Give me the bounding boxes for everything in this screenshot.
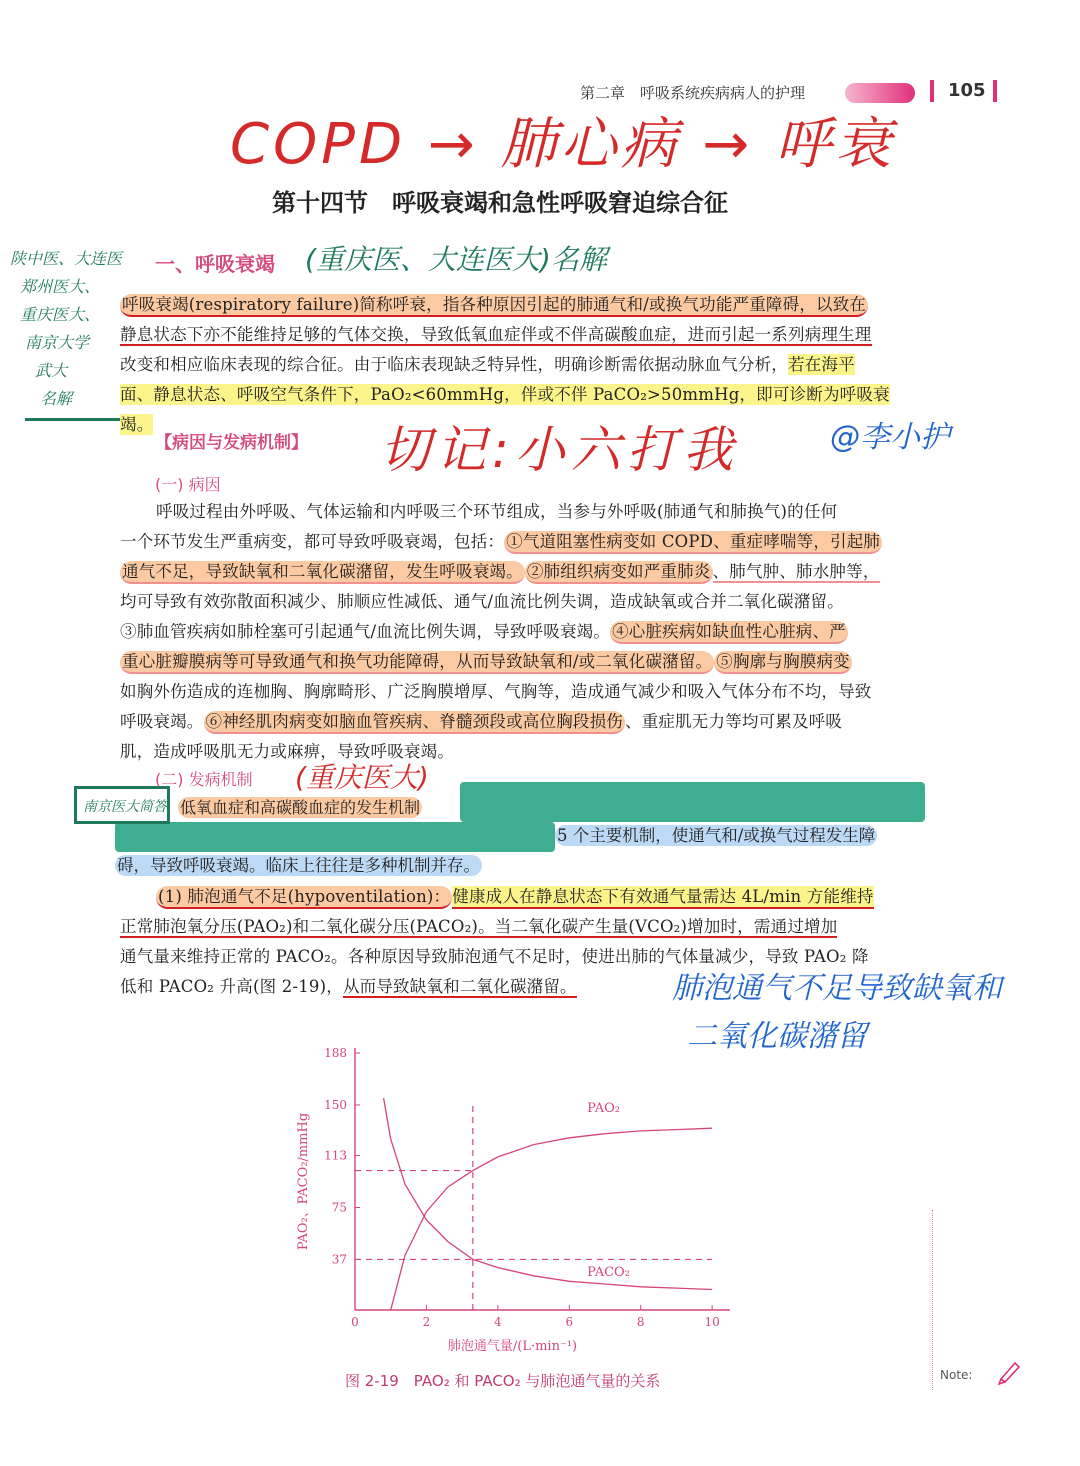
x-tick-label: 0 (351, 1315, 359, 1329)
mechanism-teal-cover-2 (115, 822, 555, 852)
definition-line-4: 面、静息状态、呼吸空气条件下，PaO₂<60mmHg，伴或不伴 PaCO₂>50mmHg，即可诊断为呼吸衰竭。 (120, 385, 890, 434)
memorize-note: 切记:小六打我 (380, 421, 739, 479)
school-2: 郑州医大、 (20, 277, 101, 296)
causes-line-5a: ③肺血管疾病如肺栓塞可引起通气/血流比例失调，导致呼吸衰竭。 (120, 622, 611, 641)
figure-chart (280, 1035, 750, 1365)
causes-line-8b: ⑥神经肌肉病变如脑血管疾病、脊髓颈段或高位胸段损伤 (204, 711, 626, 734)
header-divider-left (930, 80, 934, 102)
alveolar-line-1a: (1) 肺泡通气不足(hypoventilation)： (156, 886, 452, 909)
x-tick-label: 10 (704, 1315, 720, 1329)
alveolar-line-2: 正常肺泡氧分压(PAO₂)和二氧化碳分压(PACO₂)。当二氧化碳产生量(VCO₂)增加时，需通过增加 (120, 917, 838, 936)
causes-line-3c: 、肺气肿、肺水肿等， (712, 562, 880, 581)
cause-subheading: (一) 病因 (155, 475, 221, 494)
x-tick-label: 6 (565, 1315, 574, 1329)
causes-line-4: 均可导致有效弥散面积减少、肺顺应性减低、通气/血流比例失调，造成缺氧或合并二氧化碳潴留。 (120, 592, 844, 611)
mechanism-text-3: 碍，导致呼吸衰竭。临床上往往是多种机制并存。 (117, 856, 480, 875)
alveolar-line-4a: 低和 PACO₂ 升高(图 2-19)， (120, 977, 343, 996)
annotation-paco2: PACO₂ (587, 1264, 630, 1280)
causes-line-7: 如胸外伤造成的连枷胸、胸廓畸形、广泛胸膜增厚、气胸等，造成通气减少和吸入气体分布不均，导致 (120, 682, 872, 701)
handwritten-title: COPD → 肺心病 → 呼衰 (230, 112, 896, 177)
cause-heading: 【病因与发病机制】 (155, 433, 308, 453)
y-tick-label: 150 (324, 1097, 347, 1112)
series-line-pao2 (391, 1128, 712, 1310)
x-axis-label: 肺泡通气量/(L·min⁻¹) (447, 1339, 578, 1354)
definition-line-3b: 若在海平 (788, 355, 855, 374)
author-note: @李小护 (830, 420, 950, 455)
mechanism-line-2 (555, 822, 877, 846)
definition-line-3a: 改变和相应临床表现的综合征。由于临床表现缺乏特异性，明确诊断需依据动脉血气分析， (120, 355, 788, 374)
causes-line-2b: ①气道阻塞性病变如 COPD、重症哮喘等，引起肺 (504, 531, 882, 554)
alveolar-line-3: 通气量来维持正常的 PACO₂。各种原因导致肺泡通气不足时，使进出肺的气体量减少，导致 PAO₂ 降 (120, 947, 869, 966)
alveolar-line-4b: 从而导致缺氧和二氧化碳潴留。 (342, 977, 577, 996)
chapter-header: 第二章 呼吸系统疾病病人的护理 (580, 84, 806, 102)
section-title: 第十四节 呼吸衰竭和急性呼吸窘迫综合征 (272, 189, 728, 217)
alveolar-note-line-1: 肺泡通气不足导致缺氧和 (672, 971, 1002, 1006)
y-tick-label: 37 (331, 1252, 347, 1267)
causes-line-9: 肌，造成呼吸肌无力或麻痹，导致呼吸衰竭。 (120, 742, 454, 761)
definition-line-2: 静息状态下亦不能维持足够的气体交换，导致低氧血症伴或不伴高碳酸血症，进而引起一系列病理生理 (120, 325, 872, 344)
school-4: 南京大学 (25, 333, 90, 352)
y-tick-label: 113 (324, 1148, 347, 1163)
page-number: 105 (948, 80, 986, 101)
mechanism-subheading: (二) 发病机制 (155, 770, 253, 789)
x-tick-label: 2 (422, 1315, 431, 1329)
mechanism-text-2: 5 个主要机制，使通气和/或换气过程发生障 (557, 826, 876, 845)
mechanism-line-1 (178, 795, 422, 818)
causes-line-6a: 重心脏瓣膜病等可导致通气和换气功能障碍，从而导致缺氧和/或二氧化碳潴留。 (120, 651, 714, 674)
causes-line-5b: ④心脏疾病如缺血性心脏病、严 (610, 621, 848, 644)
left-school-list (10, 245, 130, 413)
alveolar-note-line-2: 二氧化碳潴留 (687, 1019, 867, 1054)
note-margin-line (932, 1210, 934, 1390)
causes-line-8a: 呼吸衰竭。 (120, 712, 204, 731)
short-answer-tag (74, 786, 170, 824)
y-tick-label: 75 (331, 1200, 347, 1215)
alveolar-line-1b: 健康成人在静息状态下有效通气量需达 4L/min 方能维持 (452, 886, 873, 909)
definition-line-1: 呼吸衰竭(respiratory failure)简称呼衰，指各种原因引起的肺通气和/或换气功能严重障碍，以致在 (120, 294, 868, 317)
mechanism-text-1: 低氧血症和高碳酸血症的发生机制 (180, 798, 421, 817)
causes-line-1: 呼吸过程由外呼吸、气体运输和内呼吸三个环节组成，当参与外呼吸(肺通气和肺换气)的任何 (156, 502, 838, 521)
causes-paragraph (120, 497, 920, 767)
mechanism-line-3 (115, 852, 482, 876)
term-note: (重庆医、大连医大)名解 (305, 243, 607, 276)
pen-icon (995, 1355, 1025, 1385)
school-1: 陕中医、大连医 (10, 249, 123, 268)
causes-line-2a: 一个环节发生严重病变，都可导致呼吸衰竭，包括： (120, 532, 505, 551)
mechanism-teal-cover-1 (460, 782, 925, 822)
causes-line-3a: 通气不足，导致缺氧和二氧化碳潴留，发生呼吸衰竭。 (120, 561, 525, 584)
annotation-pao2: PAO₂ (587, 1100, 620, 1116)
y-tick-label: 188 (324, 1046, 347, 1060)
x-tick-label: 8 (636, 1315, 645, 1329)
school-6: 名解 (40, 389, 73, 408)
subsection-respiratory-failure: 一、呼吸衰竭 (155, 252, 275, 276)
header-divider-right (993, 80, 997, 102)
x-tick-label: 4 (494, 1315, 502, 1329)
series-line-paco2 (384, 1098, 712, 1289)
causes-line-6b: ⑤胸廓与胸膜病变 (714, 651, 852, 674)
figure-caption: 图 2-19 PAO₂ 和 PACO₂ 与肺泡通气量的关系 (345, 1372, 661, 1390)
y-axis-label: PAO₂、PACO₂/mmHg (296, 1112, 311, 1251)
school-5: 武大 (35, 361, 68, 380)
short-answer-tag-text: 南京医大简答 (83, 799, 167, 815)
mechanism-note: (重庆医大) (295, 761, 429, 794)
causes-line-8c: 、重症肌无力等均可累及呼吸 (625, 712, 843, 731)
note-label: Note: (940, 1368, 973, 1382)
causes-line-3b: ②肺组织病变如严重肺炎 (525, 561, 713, 584)
school-3: 重庆医大、 (20, 305, 101, 324)
